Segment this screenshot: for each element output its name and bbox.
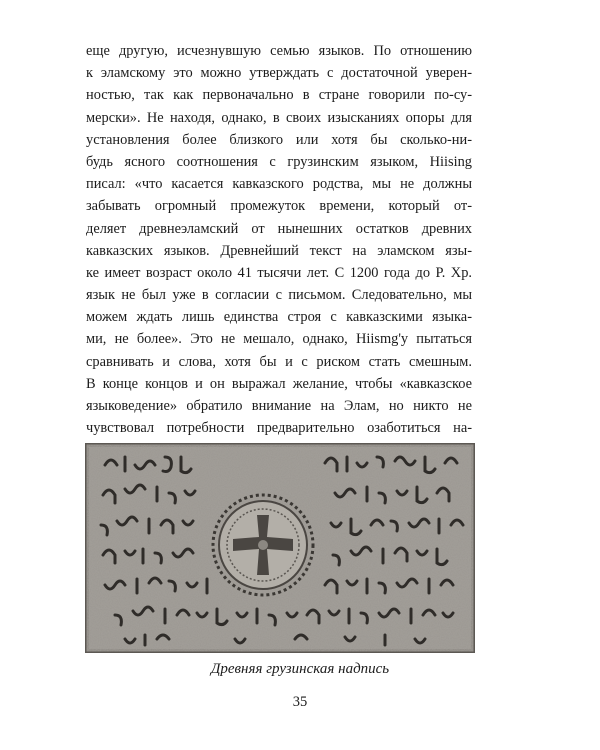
- text-line: В конце концов и он выражал желание, чтобы «кавказское: [86, 375, 472, 392]
- text-line: будь ясного соотношения с грузинским языком, Hiising: [86, 153, 472, 170]
- text-line: к эламскому это можно утверждать с достаточной уверен-: [86, 65, 472, 82]
- text-line: писал: «что касается кавказского родства, мы не должны: [86, 176, 472, 193]
- text-line: можем ждать лишь единства строя с кавказскими языка-: [86, 309, 472, 326]
- text-line: сравнивать и слова, хотя бы и с риском стать смешным.: [86, 353, 472, 370]
- body-text: [86, 40, 472, 484]
- inscription-photo: [85, 443, 475, 653]
- text-line: язык не был уже в согласии с письмом. Следовательно, мы: [86, 287, 472, 304]
- text-line: деляет древнеэламский от нынешних остатков древних: [86, 220, 472, 237]
- text-line: мерски». Не находя, однако, в своих изысканиях опоры для: [86, 109, 472, 126]
- text-line: установления более близкого или хотя бы сколько-ни-: [86, 131, 472, 148]
- text-line: кавказских языков. Древнейший текст на эламском язы-: [86, 242, 472, 259]
- text-line: языковедение» обратило внимание на Элам, но никто не: [86, 398, 472, 414]
- page-number: 35: [292, 694, 308, 710]
- figure-caption: Древняя грузинская надпись: [210, 661, 390, 677]
- text-line: ми, не более». Это не мешало, однако, Hiismg'у пытаться: [86, 331, 472, 348]
- text-line: ке имеет возраст около 41 тысячи лет. С 1200 года до Р. Хр.: [86, 264, 472, 281]
- text-line: еще другую, исчезнувшую семью языков. По отношению: [86, 43, 472, 59]
- text-line: ностью, так как первоначально в стране говорили по-су-: [86, 87, 472, 104]
- stone-inscription-image: [85, 443, 475, 653]
- text-line: забывать огромный промежуток времени, который от-: [86, 198, 472, 215]
- text-line: чувствовал потребности предварительно озаботиться на-: [86, 420, 472, 437]
